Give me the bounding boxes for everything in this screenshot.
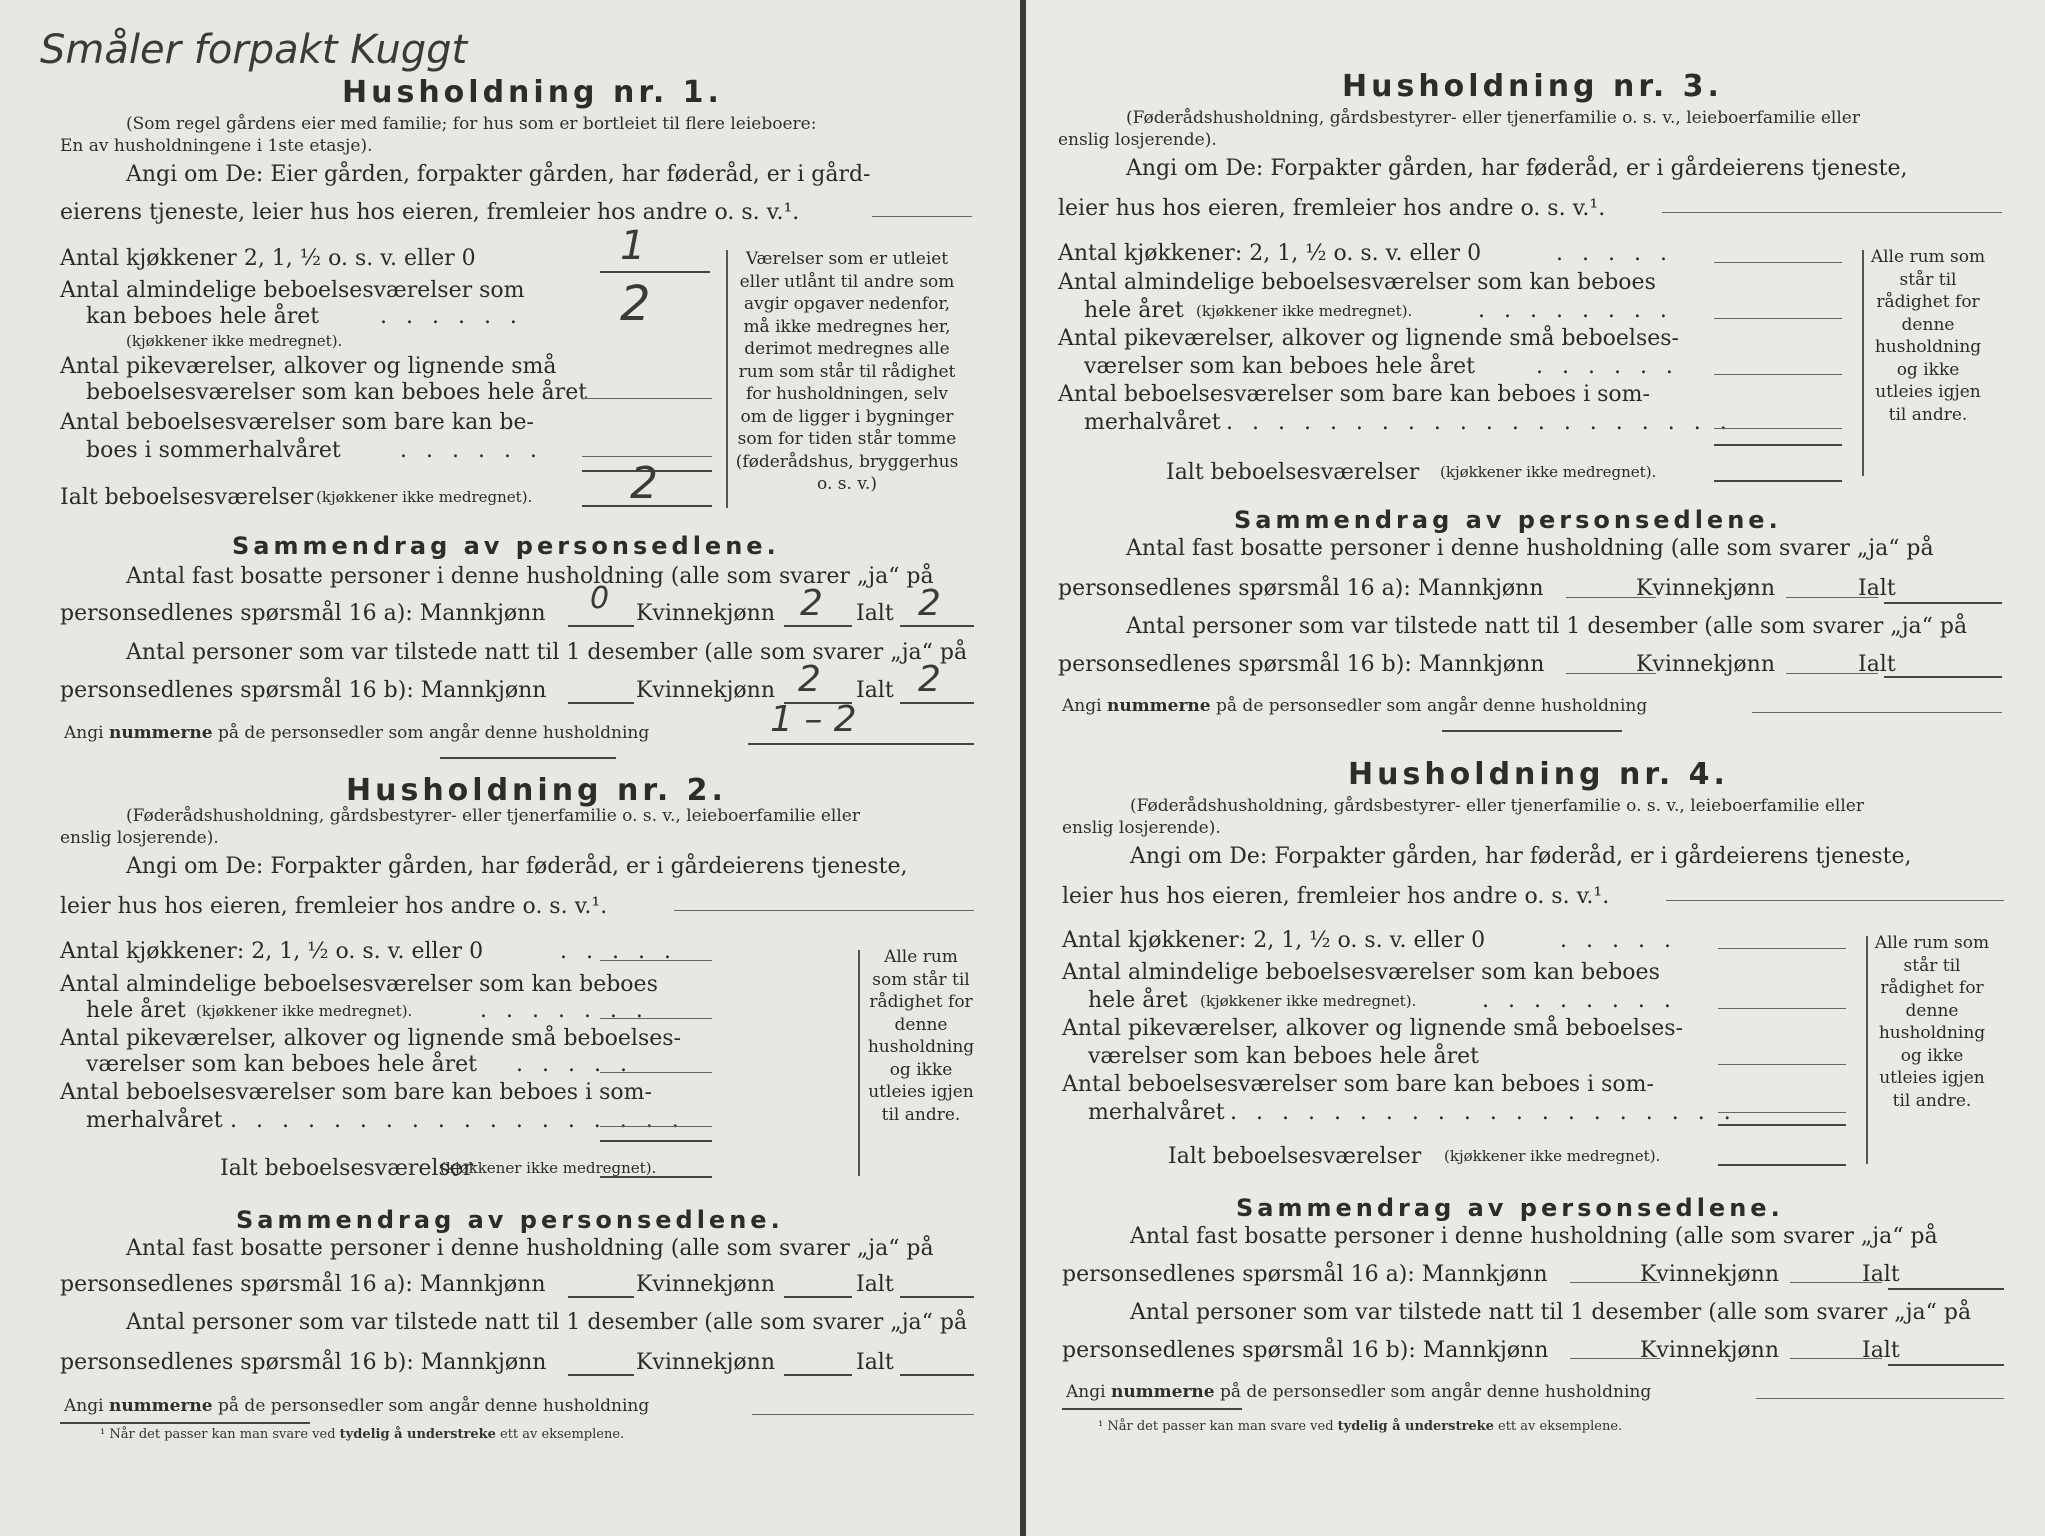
household-2-sheet-numbers-line [752,1414,974,1415]
household-3-ordinary-rooms-label-1: Antal almindelige beboelsesværelser som kan beboes [1058,270,1656,295]
household-4-total-rooms-note: (kjøkkener ikke medregnet). [1444,1147,1661,1165]
household-2-resident-male-label: personsedlenes spørsmål 16 a): Mannkjønn [60,1272,546,1297]
household-3-sheet-numbers-post: på de personsedler som angår denne husholdning [1216,696,1648,716]
household-3-total-rooms-label: Ialt beboelsesværelser [1166,460,1420,485]
household-4-summer-rooms-label-1: Antal beboelsesværelser som bare kan beboes i som- [1062,1072,1654,1097]
household-4-kitchens-answer-line [1718,948,1846,949]
household-3-small-rooms-dots: . . . . . . [1536,354,1679,379]
household-3-sheet-numbers-line [1752,712,2002,713]
household-2-total-rooms-label: Ialt beboelsesværelser [220,1156,474,1181]
household-4-subtitle-line-2: enslig losjerende). [1062,818,1221,838]
household-3-subtitle-line-2: enslig losjerende). [1058,130,1217,150]
household-4-resident-question: Antal fast bosatte personer i denne husholdning (alle som svarer „ja“ på [1130,1224,1938,1249]
household-2-summer-rooms-dots: . . . . . . . . . . . . . . . . . . [230,1108,685,1133]
household-2-resident-male-line [568,1296,634,1298]
household-3-resident-total-line [1884,602,2002,604]
household-4-sheet-numbers-bold: nummerne [1110,1382,1215,1402]
household-2-sheet-numbers-post: på de personsedler som angår denne husholdning [218,1396,650,1416]
household-1-summer-rooms-dots: . . . . . . [400,438,543,463]
household-1-resident-total-value: 2 [918,583,941,624]
household-2-small-rooms-label-1: Antal pikeværelser, alkover og lignende små beboelses- [60,1026,681,1051]
household-4-present-female-label: Kvinnekjønn [1640,1338,1779,1363]
left-footnote-pre: ¹ Når det passer kan man svare ved [100,1427,336,1442]
household-3-ordinary-rooms-dots: . . . . . . . . [1478,298,1673,323]
household-3-ordinary-rooms-label-2: hele året [1084,298,1184,323]
household-1-rooms-note: Værelser som er utleiet eller utlånt til andre som avgir opgaver nedenfor, må ikke medregnes her, derimot medregnes alle rum som står til rådighet for husholdningen, selv om de ligger i bygninger som for tiden står tomme (føderådshus, bryggerhus o. s. v.) [735,249,959,494]
household-1-present-question: Antal personer som var tilstede natt til 1 desember (alle som svarer „ja“ på [126,640,968,665]
household-2-summer-rooms-label-1: Antal beboelsesværelser som bare kan beboes i som- [60,1080,652,1105]
household-4-small-rooms-label-1: Antal pikeværelser, alkover og lignende små beboelses- [1062,1016,1683,1041]
household-1-sheet-numbers-bold: nummerne [108,723,213,743]
household-2-present-female-label: Kvinnekjønn [636,1350,775,1375]
household-3-status-question-line-2: leier hus hos eieren, fremleier hos andre o. s. v.¹. [1058,196,1606,221]
household-1-total-rooms-label: Ialt beboelsesværelser [60,485,314,510]
household-1-present-female-value: 2 [798,659,821,700]
household-3-subtitle-line-1: (Føderådshusholdning, gårdsbestyrer- eller tjenerfamilie o. s. v., leieboerfamilie eller [1126,108,1860,128]
household-4-ordinary-rooms-answer-line [1718,1008,1846,1009]
right-footnote [1098,1420,1622,1433]
household-4-summer-rooms-dots: . . . . . . . . . . . . . . . . . . . . [1230,1100,1737,1125]
household-3-sum-rule [1714,444,1842,446]
household-4-rooms-note: Alle rum som står til rådighet for denne husholdning og ikke utleies igjen til andre. [1874,933,1990,1111]
household-1-kitchens-label: Antal kjøkkener 2, 1, ½ o. s. v. eller 0 [60,246,476,271]
household-4-resident-male-label: personsedlenes spørsmål 16 a): Mannkjønn [1062,1262,1548,1287]
household-1-sheet-numbers-label [64,725,649,742]
household-2-ordinary-rooms-dots: . . . . . . . [480,998,649,1023]
household-4-present-question: Antal personer som var tilstede natt til 1 desember (alle som svarer „ja“ på [1130,1300,1972,1325]
household-1-present-total-value: 2 [918,659,941,700]
right-footnote-bold: tydelig å understreke [1337,1419,1494,1434]
household-1-summer-rooms-answer-line [582,456,712,457]
household-2-sheet-numbers-label [64,1398,649,1415]
household-4-total-rooms-answer-line [1718,1164,1846,1166]
household-1-resident-female-label: Kvinnekjønn [636,601,775,626]
household-3-summer-rooms-label-1: Antal beboelsesværelser som bare kan beboes i som- [1058,382,1650,407]
household-1-ordinary-rooms-value: 2 [620,276,651,332]
household-2-status-question-line-2: leier hus hos eieren, fremleier hos andre o. s. v.¹. [60,894,608,919]
household-1-total-rooms-note: (kjøkkener ikke medregnet). [316,488,533,506]
household-3-total-rooms-answer-line [1714,480,1842,482]
household-3-kitchens-dots: . . . . . [1556,241,1673,266]
household-1-present-male-label: personsedlenes spørsmål 16 b): Mannkjønn [60,678,547,703]
household-3-summer-rooms-dots: . . . . . . . . . . . . . . . . . . . . [1226,410,1733,435]
right-page [1026,0,2045,1536]
household-4-summer-rooms-label-2: merhalvåret [1088,1100,1225,1125]
left-page [0,0,1020,1536]
household-1-resident-male-label: personsedlenes spørsmål 16 a): Mannkjønn [60,601,546,626]
household-3-small-rooms-label-2: værelser som kan beboes hele året [1084,354,1475,379]
household-1-status-answer-line [872,216,972,217]
household-4-ordinary-rooms-label-2: hele året [1088,988,1188,1013]
right-footnote-pre: ¹ Når det passer kan man svare ved [1098,1419,1334,1434]
household-4-summer-rooms-answer-line [1718,1112,1846,1113]
household-2-kitchens-label: Antal kjøkkener: 2, 1, ½ o. s. v. eller 0 [60,939,484,964]
household-1-ordinary-rooms-label-2: kan beboes hele året [86,304,320,329]
household-4-ordinary-rooms-note: (kjøkkener ikke medregnet). [1200,992,1417,1010]
right-footnote-rule [1062,1408,1242,1410]
household-1-resident-female-line [784,625,852,627]
household-2-resident-total-line [900,1296,974,1298]
household-4-resident-female-label: Kvinnekjønn [1640,1262,1779,1287]
household-2-present-female-line [784,1374,852,1376]
left-footnote-bold: tydelig å understreke [339,1427,496,1442]
household-2-ordinary-rooms-answer-line [600,1018,712,1019]
household-3-summer-rooms-label-2: merhalvåret [1084,410,1221,435]
right-footnote-post: ett av eksemplene. [1498,1419,1623,1434]
household-3-note-brace [1862,250,1864,476]
household-1-summer-rooms-label-2: boes i sommerhalvåret [86,438,341,463]
household-1-total-rooms-value: 2 [630,458,658,509]
household-1-present-total-label: Ialt [856,678,894,703]
household-4-present-total-line [1888,1364,2004,1366]
handwritten-header: Småler forpakt Kuggt [40,27,468,73]
household-4-status-question-line-2: leier hus hos eieren, fremleier hos andre o. s. v.¹. [1062,884,1610,909]
household-1-note-brace [726,250,728,508]
household-3-resident-total-label: Ialt [1858,576,1896,601]
household-3-sheet-numbers-bold: nummerne [1106,696,1211,716]
left-footnote-rule [60,1422,310,1424]
household-3-kitchens-label: Antal kjøkkener: 2, 1, ½ o. s. v. eller 0 [1058,241,1482,266]
household-1-sheet-numbers-post: på de personsedler som angår denne husholdning [218,723,650,743]
household-2-kitchens-dots: . . . . . [560,939,677,964]
household-4-sheet-numbers-post: på de personsedler som angår denne husholdning [1220,1382,1652,1402]
household-2-summer-rooms-label-2: merhalvåret [86,1108,223,1133]
household-2-rooms-note: Alle rum som står til rådighet for denne husholdning og ikke utleies igjen til andre. [867,947,975,1125]
household-2-present-male-line [568,1374,634,1376]
household-3-small-rooms-label-1: Antal pikeværelser, alkover og lignende små beboelses- [1058,326,1679,351]
household-2-subtitle-line-1: (Føderådshusholdning, gårdsbestyrer- eller tjenerfamilie o. s. v., leieboerfamilie eller [126,806,860,826]
household-1-sheet-numbers-value: 1 – 2 [770,699,857,740]
household-4-present-male-label: personsedlenes spørsmål 16 b): Mannkjønn [1062,1338,1549,1363]
household-1-small-rooms-answer-line [582,398,712,399]
household-2-total-rooms-note: (kjøkkener ikke medregnet). [440,1159,657,1177]
household-1-small-rooms-label-1: Antal pikeværelser, alkover og lignende små [60,354,557,379]
left-footnote-post: ett av eksemplene. [500,1427,625,1442]
household-1-status-question-line-2: eierens tjeneste, leier hus hos eieren, fremleier hos andre o. s. v.¹. [60,200,800,225]
household-1-subtitle-line-2: En av husholdningene i 1ste etasje). [60,136,373,156]
left-footnote [100,1428,624,1441]
household-3-present-male-label: personsedlenes spørsmål 16 b): Mannkjønn [1058,652,1545,677]
household-1-resident-female-value: 2 [800,583,823,624]
household-3-present-question: Antal personer som var tilstede natt til 1 desember (alle som svarer „ja“ på [1126,614,1968,639]
household-2-present-question: Antal personer som var tilstede natt til 1 desember (alle som svarer „ja“ på [126,1310,968,1335]
household-3-ordinary-rooms-note: (kjøkkener ikke medregnet). [1196,302,1413,320]
household-2-status-answer-line [674,910,974,911]
household-1-total-rooms-answer-line [582,505,712,507]
household-3-end-rule [1442,730,1622,732]
household-3-rooms-note: Alle rum som står til rådighet for denne husholdning og ikke utleies igjen til andre. [1870,247,1986,425]
household-1-summary-title: Sammendrag av personsedlene. [232,532,780,560]
household-2-ordinary-rooms-note: (kjøkkener ikke medregnet). [196,1002,413,1020]
household-3-status-answer-line [1662,212,2002,213]
household-3-present-female-label: Kvinnekjønn [1636,652,1775,677]
household-3-title: Husholdning nr. 3. [1342,69,1723,104]
household-3-sheet-numbers-pre: Angi [1062,696,1102,716]
household-1-summer-rooms-label-1: Antal beboelsesværelser som bare kan be- [60,410,534,435]
household-2-title: Husholdning nr. 2. [346,773,727,808]
household-4-resident-total-label: Ialt [1862,1262,1900,1287]
household-4-subtitle-line-1: (Føderådshusholdning, gårdsbestyrer- eller tjenerfamilie o. s. v., leieboerfamilie eller [1130,796,1864,816]
household-3-present-total-line [1884,676,2002,678]
household-4-sum-rule [1718,1124,1846,1126]
household-1-sheet-numbers-pre: Angi [64,723,104,743]
household-2-ordinary-rooms-label-2: hele året [86,998,186,1023]
household-4-present-total-label: Ialt [1862,1338,1900,1363]
household-2-total-rooms-answer-line [600,1176,712,1178]
household-1-resident-male-line [568,625,634,627]
household-3-resident-female-label: Kvinnekjønn [1636,576,1775,601]
household-2-present-total-label: Ialt [856,1350,894,1375]
household-4-status-question-line-1: Angi om De: Forpakter gården, har føderåd, er i gårdeierens tjeneste, [1130,844,1912,869]
household-3-kitchens-answer-line [1714,262,1842,263]
household-1-subtitle-line-1: (Som regel gårdens eier med familie; for hus som er bortleiet til flere leieboere: [126,114,817,134]
household-1-small-rooms-label-2: beboelsesværelser som kan beboes hele året [86,380,588,405]
household-1-present-female-label: Kvinnekjønn [636,678,775,703]
household-2-sheet-numbers-pre: Angi [64,1396,104,1416]
household-2-subtitle-line-2: enslig losjerende). [60,828,219,848]
household-2-resident-question: Antal fast bosatte personer i denne husholdning (alle som svarer „ja“ på [126,1236,934,1261]
household-2-small-rooms-dots: . . . . . [516,1052,633,1077]
household-2-resident-total-label: Ialt [856,1272,894,1297]
household-1-resident-total-line [900,625,974,627]
household-4-small-rooms-answer-line [1718,1064,1846,1065]
household-4-ordinary-rooms-label-1: Antal almindelige beboelsesværelser som kan beboes [1062,960,1660,985]
household-3-resident-question: Antal fast bosatte personer i denne husholdning (alle som svarer „ja“ på [1126,536,1934,561]
household-2-status-question-line-1: Angi om De: Forpakter gården, har føderåd, er i gårdeierens tjeneste, [126,854,908,879]
household-2-sum-rule [600,1140,712,1142]
household-4-small-rooms-label-2: værelser som kan beboes hele året [1088,1044,1479,1069]
household-2-resident-female-label: Kvinnekjønn [636,1272,775,1297]
household-1-present-male-line [568,702,634,704]
household-2-resident-female-line [784,1296,852,1298]
household-4-kitchens-label: Antal kjøkkener: 2, 1, ½ o. s. v. eller 0 [1062,928,1486,953]
household-2-sheet-numbers-bold: nummerne [108,1396,213,1416]
household-1-resident-question: Antal fast bosatte personer i denne husholdning (alle som svarer „ja“ på [126,564,934,589]
household-3-status-question-line-1: Angi om De: Forpakter gården, har føderåd, er i gårdeierens tjeneste, [1126,156,1908,181]
household-1-present-total-line [900,702,974,704]
household-3-summary-title: Sammendrag av personsedlene. [1234,506,1782,534]
household-2-small-rooms-answer-line [600,1072,712,1073]
household-2-summer-rooms-answer-line [600,1126,712,1127]
household-1-ordinary-rooms-label-1: Antal almindelige beboelsesværelser som [60,278,525,303]
household-1-end-rule [440,757,616,759]
household-1-title: Husholdning nr. 1. [342,75,723,110]
household-1-ordinary-rooms-dots: . . . . . . [380,304,523,329]
household-4-summary-title: Sammendrag av personsedlene. [1236,1194,1784,1222]
household-4-ordinary-rooms-dots: . . . . . . . . [1482,988,1677,1013]
household-3-present-total-label: Ialt [1858,652,1896,677]
household-3-small-rooms-answer-line [1714,374,1842,375]
household-3-sheet-numbers-label [1062,698,1647,715]
household-4-sheet-numbers-pre: Angi [1066,1382,1106,1402]
household-4-total-rooms-label: Ialt beboelsesværelser [1168,1144,1422,1169]
household-4-note-brace [1866,936,1868,1164]
household-3-resident-male-label: personsedlenes spørsmål 16 a): Mannkjønn [1058,576,1544,601]
household-2-note-brace [858,950,860,1176]
household-2-kitchens-answer-line [600,960,712,961]
household-2-present-male-label: personsedlenes spørsmål 16 b): Mannkjønn [60,1350,547,1375]
household-4-title: Husholdning nr. 4. [1348,757,1729,792]
household-2-ordinary-rooms-label-1: Antal almindelige beboelsesværelser som kan beboes [60,972,658,997]
household-4-resident-total-line [1888,1288,2004,1290]
household-1-status-question-line-1: Angi om De: Eier gården, forpakter gården, har føderåd, er i gård- [126,162,871,187]
household-2-summary-title: Sammendrag av personsedlene. [236,1206,784,1234]
household-1-ordinary-rooms-note: (kjøkkener ikke medregnet). [126,332,343,350]
household-1-resident-total-label: Ialt [856,601,894,626]
household-1-resident-male-value: 0 [590,581,610,616]
household-4-sheet-numbers-label [1066,1384,1651,1401]
household-3-summer-rooms-answer-line [1714,428,1842,429]
household-3-total-rooms-note: (kjøkkener ikke medregnet). [1440,463,1657,481]
household-1-kitchens-answer-line [600,271,710,273]
household-1-kitchens-value: 1 [620,223,646,269]
household-3-ordinary-rooms-answer-line [1714,318,1842,319]
household-2-small-rooms-label-2: værelser som kan beboes hele året [86,1052,477,1077]
household-4-kitchens-dots: . . . . . [1560,928,1677,953]
household-1-sheet-numbers-line [748,743,974,745]
household-4-sheet-numbers-line [1756,1398,2004,1399]
household-4-status-answer-line [1666,900,2004,901]
household-2-present-total-line [900,1374,974,1376]
